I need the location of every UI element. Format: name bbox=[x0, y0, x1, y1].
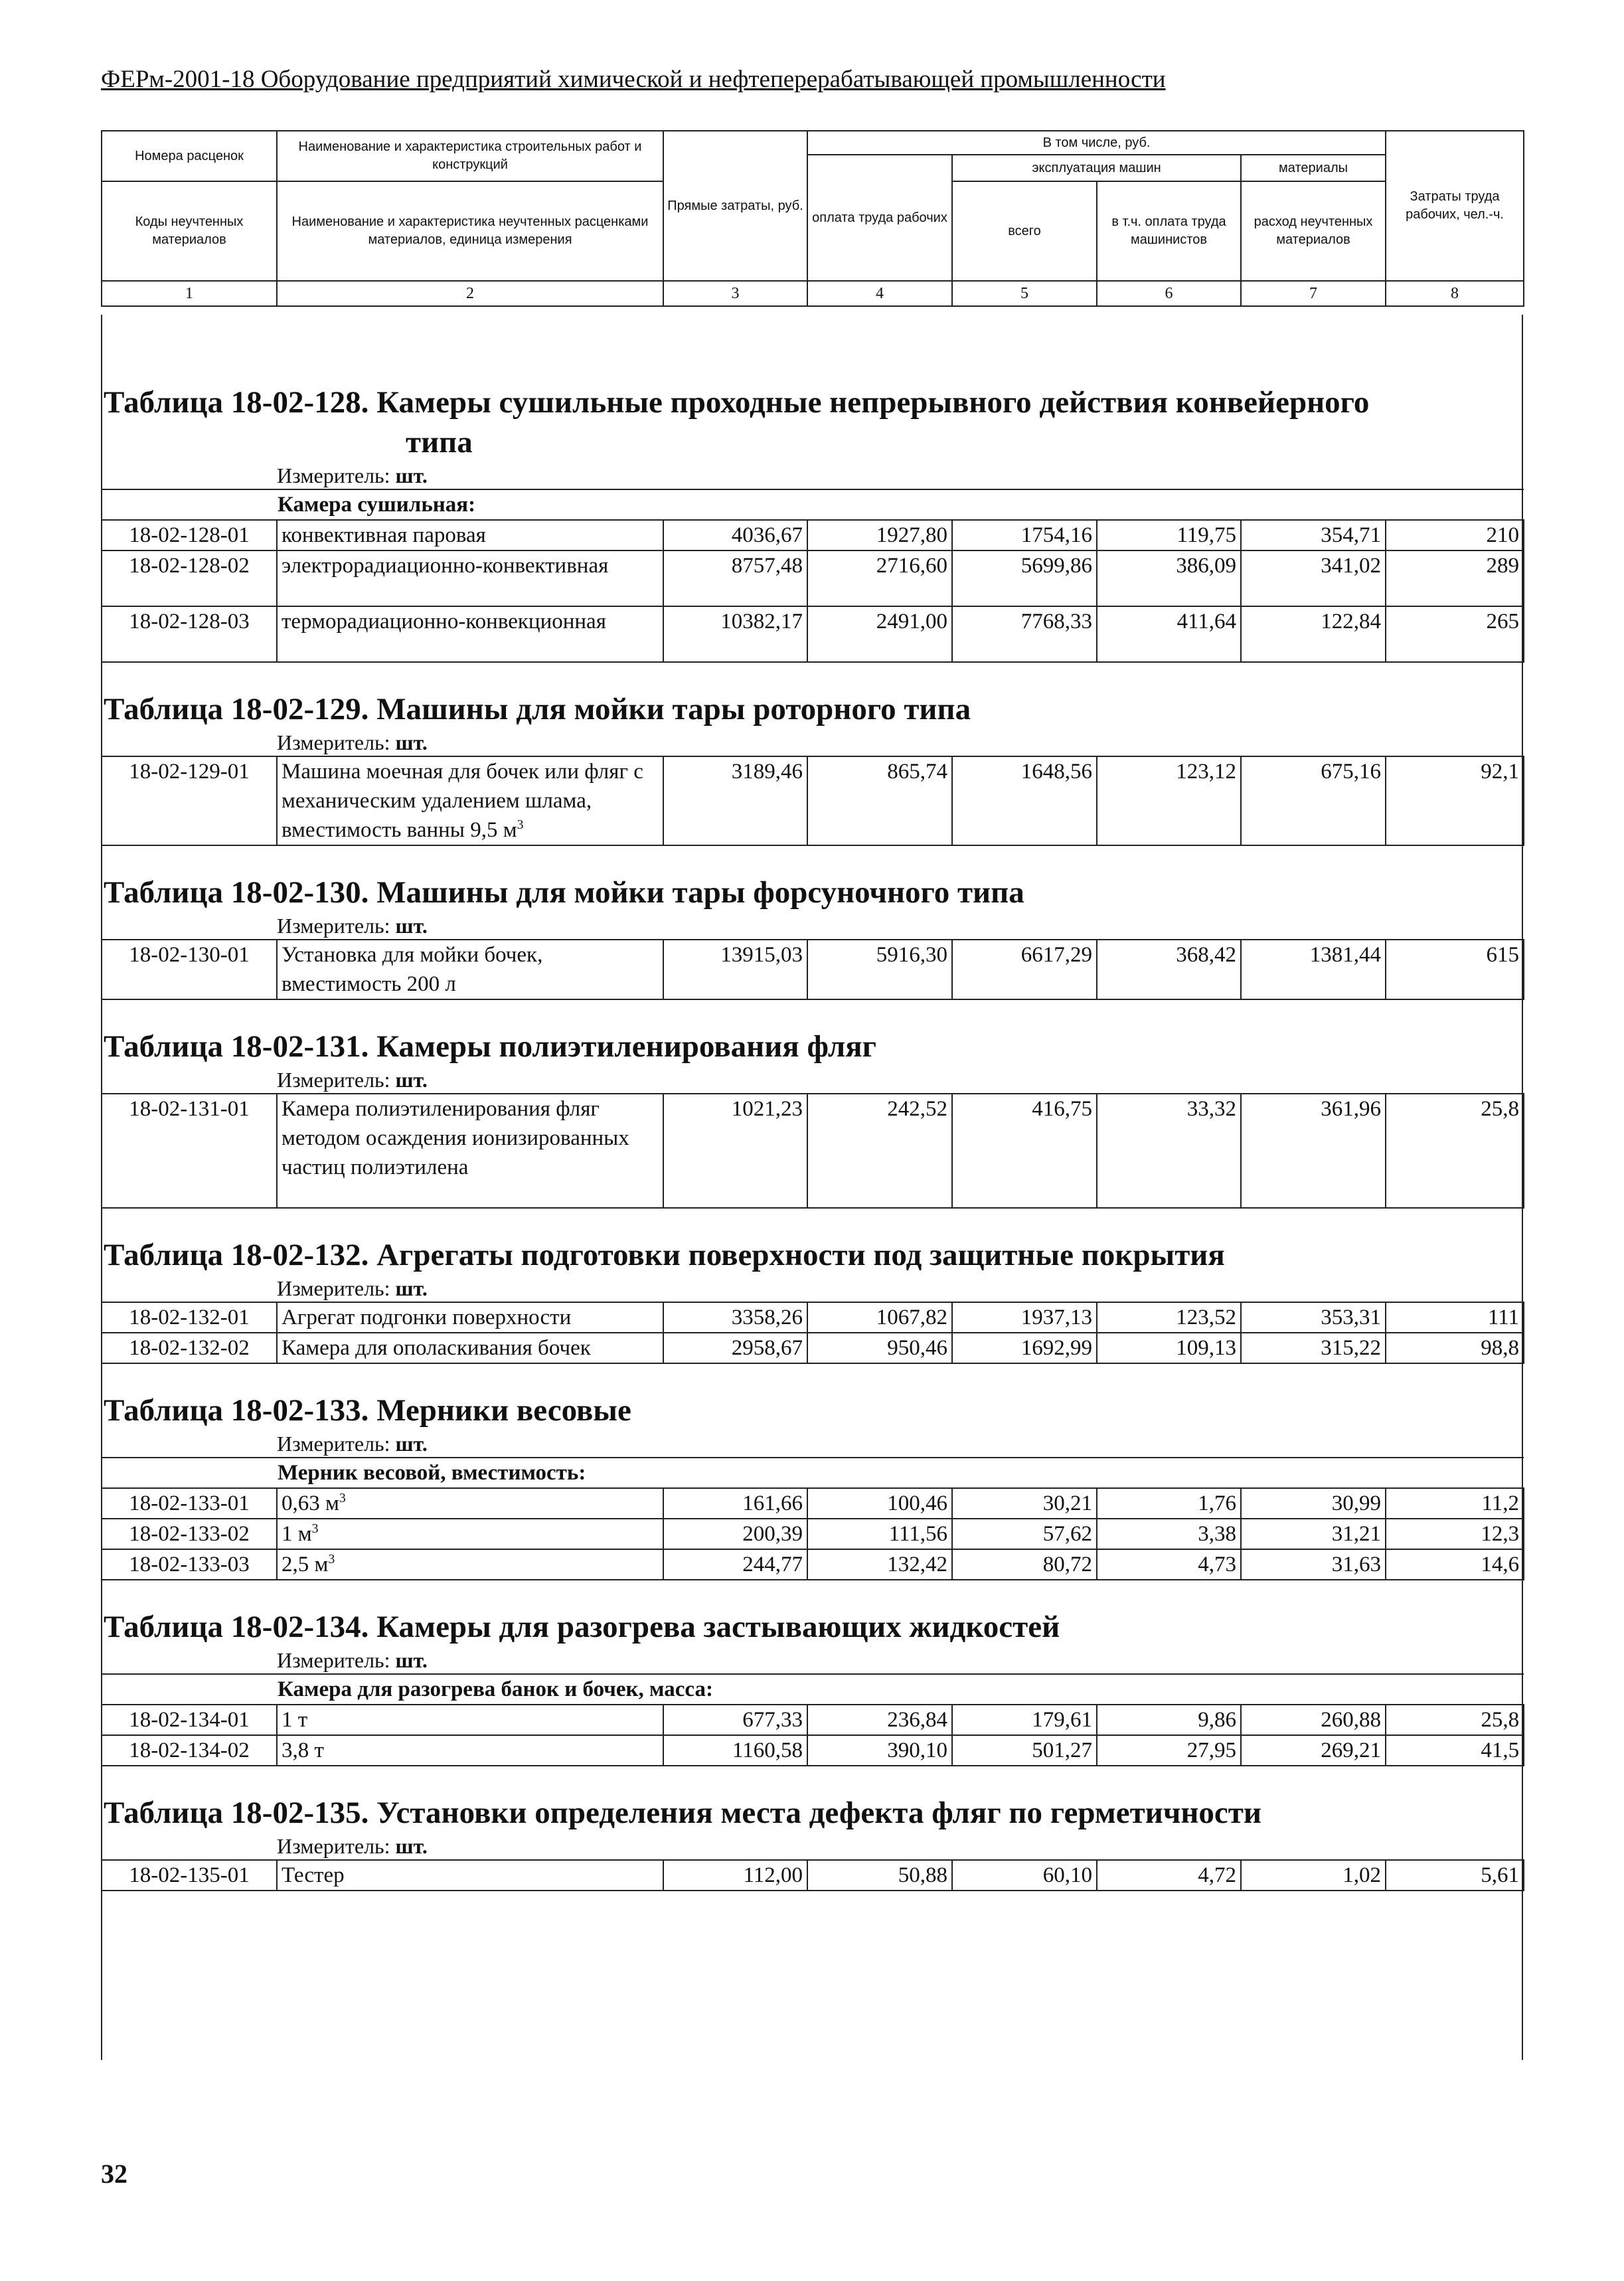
section-title-text: Таблица 18-02-128. Камеры сушильные проходные непрерывного действия конвейерного bbox=[104, 385, 1370, 420]
price-table-section bbox=[101, 1793, 1523, 1891]
value-c6: 119,75 bbox=[1097, 520, 1241, 550]
value-c7: 122,84 bbox=[1241, 606, 1386, 662]
work-name-cell bbox=[277, 1549, 663, 1580]
value-c5: 179,61 bbox=[952, 1705, 1097, 1735]
unit-line bbox=[101, 912, 1523, 939]
column-number: 3 bbox=[663, 281, 807, 306]
value-c3: 10382,17 bbox=[663, 606, 807, 662]
unit-value: шт. bbox=[395, 1432, 428, 1456]
column-number: 8 bbox=[1386, 281, 1524, 306]
section-title-text: Таблица 18-02-130. Машины для мойки тары форсуночного типа bbox=[104, 875, 1024, 910]
column-number: 6 bbox=[1097, 281, 1241, 306]
section-title-text: Таблица 18-02-133. Мерники весовые bbox=[104, 1393, 631, 1428]
value-c4: 390,10 bbox=[807, 1735, 952, 1766]
col3-header: Прямые затраты, руб. bbox=[663, 131, 807, 281]
value-c8: 5,61 bbox=[1386, 1860, 1524, 1891]
unit-value: шт. bbox=[395, 1648, 428, 1672]
value-c8: 41,5 bbox=[1386, 1735, 1524, 1766]
section-title bbox=[101, 1607, 1523, 1647]
value-c7: 30,99 bbox=[1241, 1488, 1386, 1519]
section-title-text: Таблица 18-02-129. Машины для мойки тары роторного типа bbox=[104, 692, 971, 726]
group-label: Мерник весовой, вместимость: bbox=[102, 1458, 1524, 1488]
work-name: Тестер bbox=[282, 1863, 345, 1887]
value-c6: 109,13 bbox=[1097, 1333, 1241, 1363]
value-c7: 260,88 bbox=[1241, 1705, 1386, 1735]
value-c5: 57,62 bbox=[952, 1519, 1097, 1549]
page-number: 32 bbox=[101, 2159, 127, 2189]
value-c5: 5699,86 bbox=[952, 550, 1097, 606]
value-c8: 25,8 bbox=[1386, 1094, 1524, 1208]
value-c7: 341,02 bbox=[1241, 550, 1386, 606]
unit-value: шт. bbox=[395, 730, 428, 754]
col4-header: оплата труда рабочих bbox=[807, 155, 952, 281]
rate-code: 18-02-129-01 bbox=[102, 756, 277, 845]
page-title: ФЕРм-2001-18 Оборудование предприятий химической и нефтеперерабатывающей промышленности bbox=[101, 66, 1166, 93]
unit-label: Измеритель: bbox=[277, 1648, 390, 1672]
group-row bbox=[102, 1458, 1524, 1488]
value-c5: 1937,13 bbox=[952, 1302, 1097, 1333]
value-c6: 4,73 bbox=[1097, 1549, 1241, 1580]
unit-label: Измеритель: bbox=[277, 464, 390, 487]
unit-line bbox=[101, 1647, 1523, 1673]
rate-table bbox=[101, 756, 1524, 846]
value-c3: 200,39 bbox=[663, 1519, 807, 1549]
col1-header-top: Номера расценок bbox=[102, 131, 277, 181]
value-c3: 244,77 bbox=[663, 1549, 807, 1580]
value-c8: 265 bbox=[1386, 606, 1524, 662]
value-c8: 11,2 bbox=[1386, 1488, 1524, 1519]
unit-value: шт. bbox=[395, 1276, 428, 1300]
price-table-section bbox=[101, 1391, 1523, 1580]
value-c8: 615 bbox=[1386, 940, 1524, 999]
group-label: Камера для разогрева банок и бочек, масса: bbox=[102, 1674, 1524, 1705]
value-c6: 386,09 bbox=[1097, 550, 1241, 606]
unit-line bbox=[101, 462, 1523, 489]
work-name: электрорадиационно-конвективная bbox=[282, 554, 609, 578]
unit-exponent: 3 bbox=[311, 1521, 319, 1536]
rate-code: 18-02-134-01 bbox=[102, 1705, 277, 1735]
work-name: Установка для мойки бочек, вместимость 200 л bbox=[282, 943, 543, 996]
rate-table bbox=[101, 1457, 1524, 1580]
value-c4: 2491,00 bbox=[807, 606, 952, 662]
unit-label: Измеритель: bbox=[277, 1276, 390, 1300]
value-c3: 1021,23 bbox=[663, 1094, 807, 1208]
work-name-cell bbox=[277, 756, 663, 845]
work-name-cell bbox=[277, 550, 663, 606]
value-c7: 269,21 bbox=[1241, 1735, 1386, 1766]
work-name-cell bbox=[277, 940, 663, 999]
work-name-cell bbox=[277, 1488, 663, 1519]
value-c5: 1648,56 bbox=[952, 756, 1097, 845]
section-title bbox=[101, 1235, 1523, 1275]
unit-value: шт. bbox=[395, 1068, 428, 1092]
unit-line bbox=[101, 1833, 1523, 1859]
table-row bbox=[102, 550, 1524, 606]
unit-line bbox=[101, 1066, 1523, 1093]
value-c7: 315,22 bbox=[1241, 1333, 1386, 1363]
value-c4: 865,74 bbox=[807, 756, 952, 845]
work-name: Машина моечная для бочек или фляг с механическим удалением шлама, вместимость ванны 9,5 м bbox=[282, 760, 643, 842]
value-c7: 31,21 bbox=[1241, 1519, 1386, 1549]
table-row bbox=[102, 1860, 1524, 1891]
value-c5: 7768,33 bbox=[952, 606, 1097, 662]
value-c3: 112,00 bbox=[663, 1860, 807, 1891]
value-c3: 677,33 bbox=[663, 1705, 807, 1735]
rate-code: 18-02-133-01 bbox=[102, 1488, 277, 1519]
section-title-text: Таблица 18-02-135. Установки определения места дефекта фляг по герметичности bbox=[104, 1796, 1261, 1830]
rate-code: 18-02-128-03 bbox=[102, 606, 277, 662]
section-title bbox=[101, 873, 1523, 912]
value-c6: 9,86 bbox=[1097, 1705, 1241, 1735]
section-title-continuation: типа bbox=[406, 425, 473, 460]
value-c8: 25,8 bbox=[1386, 1705, 1524, 1735]
work-name-cell bbox=[277, 1705, 663, 1735]
rate-code: 18-02-132-01 bbox=[102, 1302, 277, 1333]
value-c6: 368,42 bbox=[1097, 940, 1241, 999]
work-name: 3,8 т bbox=[282, 1738, 324, 1762]
unit-exponent: 3 bbox=[339, 1491, 346, 1505]
value-c4: 1927,80 bbox=[807, 520, 952, 550]
unit-value: шт. bbox=[395, 1834, 428, 1858]
value-c5: 80,72 bbox=[952, 1549, 1097, 1580]
value-c4: 236,84 bbox=[807, 1705, 952, 1735]
value-c4: 50,88 bbox=[807, 1860, 952, 1891]
price-table-section bbox=[101, 1607, 1523, 1766]
col2-header-top: Наименование и характеристика строительных работ и конструкций bbox=[277, 131, 663, 181]
value-c5: 416,75 bbox=[952, 1094, 1097, 1208]
section-title-text: Таблица 18-02-134. Камеры для разогрева застывающих жидкостей bbox=[104, 1610, 1060, 1644]
rate-code: 18-02-132-02 bbox=[102, 1333, 277, 1363]
col7-header: расход неучтенных материалов bbox=[1241, 181, 1386, 281]
table-row bbox=[102, 1333, 1524, 1363]
unit-label: Измеритель: bbox=[277, 730, 390, 754]
work-name-cell bbox=[277, 1735, 663, 1766]
value-c6: 4,72 bbox=[1097, 1860, 1241, 1891]
rate-code: 18-02-130-01 bbox=[102, 940, 277, 999]
rate-code: 18-02-128-01 bbox=[102, 520, 277, 550]
in-total-header: В том числе, руб. bbox=[807, 131, 1386, 155]
work-name: Камера для ополаскивания бочек bbox=[282, 1336, 591, 1360]
work-name-cell bbox=[277, 606, 663, 662]
value-c3: 3189,46 bbox=[663, 756, 807, 845]
rate-table bbox=[101, 1093, 1524, 1209]
column-numbers-row bbox=[102, 281, 1524, 306]
column-header-table bbox=[101, 130, 1524, 307]
column-number: 5 bbox=[952, 281, 1097, 306]
col5-header: всего bbox=[952, 181, 1097, 281]
value-c8: 92,1 bbox=[1386, 756, 1524, 845]
value-c6: 33,32 bbox=[1097, 1094, 1241, 1208]
value-c6: 3,38 bbox=[1097, 1519, 1241, 1549]
unit-value: шт. bbox=[395, 464, 428, 487]
work-name: Камера полиэтиленирования фляг методом осаждения ионизированных частиц полиэтилена bbox=[282, 1097, 629, 1179]
rate-table bbox=[101, 1859, 1524, 1891]
work-name-cell bbox=[277, 1094, 663, 1208]
unit-exponent: 3 bbox=[328, 1552, 335, 1566]
value-c4: 5916,30 bbox=[807, 940, 952, 999]
column-number: 2 bbox=[277, 281, 663, 306]
value-c6: 27,95 bbox=[1097, 1735, 1241, 1766]
value-c8: 12,3 bbox=[1386, 1519, 1524, 1549]
table-row bbox=[102, 1302, 1524, 1333]
work-name: 1 т bbox=[282, 1708, 308, 1732]
rate-table bbox=[101, 1673, 1524, 1766]
materials-header: материалы bbox=[1241, 155, 1386, 181]
work-name: 2,5 м bbox=[282, 1553, 329, 1576]
col1-header-bottom: Коды неучтенных материалов bbox=[102, 181, 277, 281]
work-name-cell bbox=[277, 1302, 663, 1333]
value-c8: 98,8 bbox=[1386, 1333, 1524, 1363]
value-c4: 2716,60 bbox=[807, 550, 952, 606]
value-c3: 1160,58 bbox=[663, 1735, 807, 1766]
value-c6: 411,64 bbox=[1097, 606, 1241, 662]
table-row bbox=[102, 756, 1524, 845]
value-c7: 1381,44 bbox=[1241, 940, 1386, 999]
rate-code: 18-02-135-01 bbox=[102, 1860, 277, 1891]
work-name: Агрегат подгонки поверхности bbox=[282, 1306, 572, 1329]
value-c3: 161,66 bbox=[663, 1488, 807, 1519]
rate-code: 18-02-128-02 bbox=[102, 550, 277, 606]
rate-code: 18-02-134-02 bbox=[102, 1735, 277, 1766]
column-number: 7 bbox=[1241, 281, 1386, 306]
group-row bbox=[102, 489, 1524, 520]
value-c3: 8757,48 bbox=[663, 550, 807, 606]
value-c5: 30,21 bbox=[952, 1488, 1097, 1519]
column-number: 4 bbox=[807, 281, 952, 306]
unit-line bbox=[101, 729, 1523, 756]
work-name-cell bbox=[277, 520, 663, 550]
value-c5: 6617,29 bbox=[952, 940, 1097, 999]
value-c7: 1,02 bbox=[1241, 1860, 1386, 1891]
table-row bbox=[102, 520, 1524, 550]
column-number: 1 bbox=[102, 281, 277, 306]
value-c6: 1,76 bbox=[1097, 1488, 1241, 1519]
section-title bbox=[101, 382, 1523, 462]
value-c5: 1754,16 bbox=[952, 520, 1097, 550]
section-title bbox=[101, 689, 1523, 729]
table-row bbox=[102, 1488, 1524, 1519]
rate-code: 18-02-133-02 bbox=[102, 1519, 277, 1549]
value-c5: 60,10 bbox=[952, 1860, 1097, 1891]
value-c4: 1067,82 bbox=[807, 1302, 952, 1333]
value-c8: 289 bbox=[1386, 550, 1524, 606]
work-name-cell bbox=[277, 1860, 663, 1891]
unit-line bbox=[101, 1275, 1523, 1302]
work-name: терморадиационно-конвекционная bbox=[282, 610, 606, 634]
unit-label: Измеритель: bbox=[277, 914, 390, 938]
value-c6: 123,52 bbox=[1097, 1302, 1241, 1333]
table-row bbox=[102, 1549, 1524, 1580]
table-row bbox=[102, 1735, 1524, 1766]
price-tables bbox=[101, 315, 1523, 1891]
rate-table bbox=[101, 489, 1524, 663]
work-name: 0,63 м bbox=[282, 1491, 339, 1515]
rate-table bbox=[101, 939, 1524, 1000]
value-c3: 13915,03 bbox=[663, 940, 807, 999]
section-title bbox=[101, 1027, 1523, 1066]
unit-label: Измеритель: bbox=[277, 1432, 390, 1456]
section-title bbox=[101, 1793, 1523, 1833]
value-c7: 353,31 bbox=[1241, 1302, 1386, 1333]
section-title bbox=[101, 1391, 1523, 1430]
rate-code: 18-02-131-01 bbox=[102, 1094, 277, 1208]
work-name-cell bbox=[277, 1519, 663, 1549]
price-table-section bbox=[101, 689, 1523, 846]
rate-code: 18-02-133-03 bbox=[102, 1549, 277, 1580]
value-c7: 354,71 bbox=[1241, 520, 1386, 550]
work-name: 1 м bbox=[282, 1522, 312, 1546]
value-c7: 31,63 bbox=[1241, 1549, 1386, 1580]
value-c6: 123,12 bbox=[1097, 756, 1241, 845]
table-row bbox=[102, 606, 1524, 662]
value-c3: 2958,67 bbox=[663, 1333, 807, 1363]
price-table-section bbox=[101, 873, 1523, 1000]
value-c4: 111,56 bbox=[807, 1519, 952, 1549]
unit-label: Измеритель: bbox=[277, 1068, 390, 1092]
table-row bbox=[102, 1519, 1524, 1549]
work-name-cell bbox=[277, 1333, 663, 1363]
section-title-text: Таблица 18-02-132. Агрегаты подготовки поверхности под защитные покрытия bbox=[104, 1238, 1225, 1272]
table-row bbox=[102, 940, 1524, 999]
value-c5: 1692,99 bbox=[952, 1333, 1097, 1363]
col8-header: Затраты труда рабочих, чел.-ч. bbox=[1386, 131, 1524, 281]
group-row bbox=[102, 1674, 1524, 1705]
value-c4: 132,42 bbox=[807, 1549, 952, 1580]
value-c8: 14,6 bbox=[1386, 1549, 1524, 1580]
table-row bbox=[102, 1094, 1524, 1208]
value-c4: 100,46 bbox=[807, 1488, 952, 1519]
value-c3: 3358,26 bbox=[663, 1302, 807, 1333]
machines-header: эксплуатация машин bbox=[952, 155, 1241, 181]
value-c8: 111 bbox=[1386, 1302, 1524, 1333]
work-name: конвективная паровая bbox=[282, 523, 486, 547]
col6-header: в т.ч. оплата труда машинистов bbox=[1097, 181, 1241, 281]
unit-label: Измеритель: bbox=[277, 1834, 390, 1858]
unit-exponent: 3 bbox=[517, 817, 524, 832]
value-c4: 950,46 bbox=[807, 1333, 952, 1363]
price-table-section bbox=[101, 382, 1523, 663]
section-title-text: Таблица 18-02-131. Камеры полиэтиленирования фляг bbox=[104, 1029, 876, 1064]
price-table-section bbox=[101, 1027, 1523, 1209]
table-row bbox=[102, 1705, 1524, 1735]
value-c7: 675,16 bbox=[1241, 756, 1386, 845]
value-c4: 242,52 bbox=[807, 1094, 952, 1208]
value-c7: 361,96 bbox=[1241, 1094, 1386, 1208]
value-c8: 210 bbox=[1386, 520, 1524, 550]
value-c3: 4036,67 bbox=[663, 520, 807, 550]
value-c5: 501,27 bbox=[952, 1735, 1097, 1766]
group-label: Камера сушильная: bbox=[102, 489, 1524, 520]
unit-value: шт. bbox=[395, 914, 428, 938]
col2-header-bottom: Наименование и характеристика неучтенных расценками материалов, единица измерения bbox=[277, 181, 663, 281]
unit-line bbox=[101, 1430, 1523, 1457]
price-table-section bbox=[101, 1235, 1523, 1364]
rate-table bbox=[101, 1302, 1524, 1364]
